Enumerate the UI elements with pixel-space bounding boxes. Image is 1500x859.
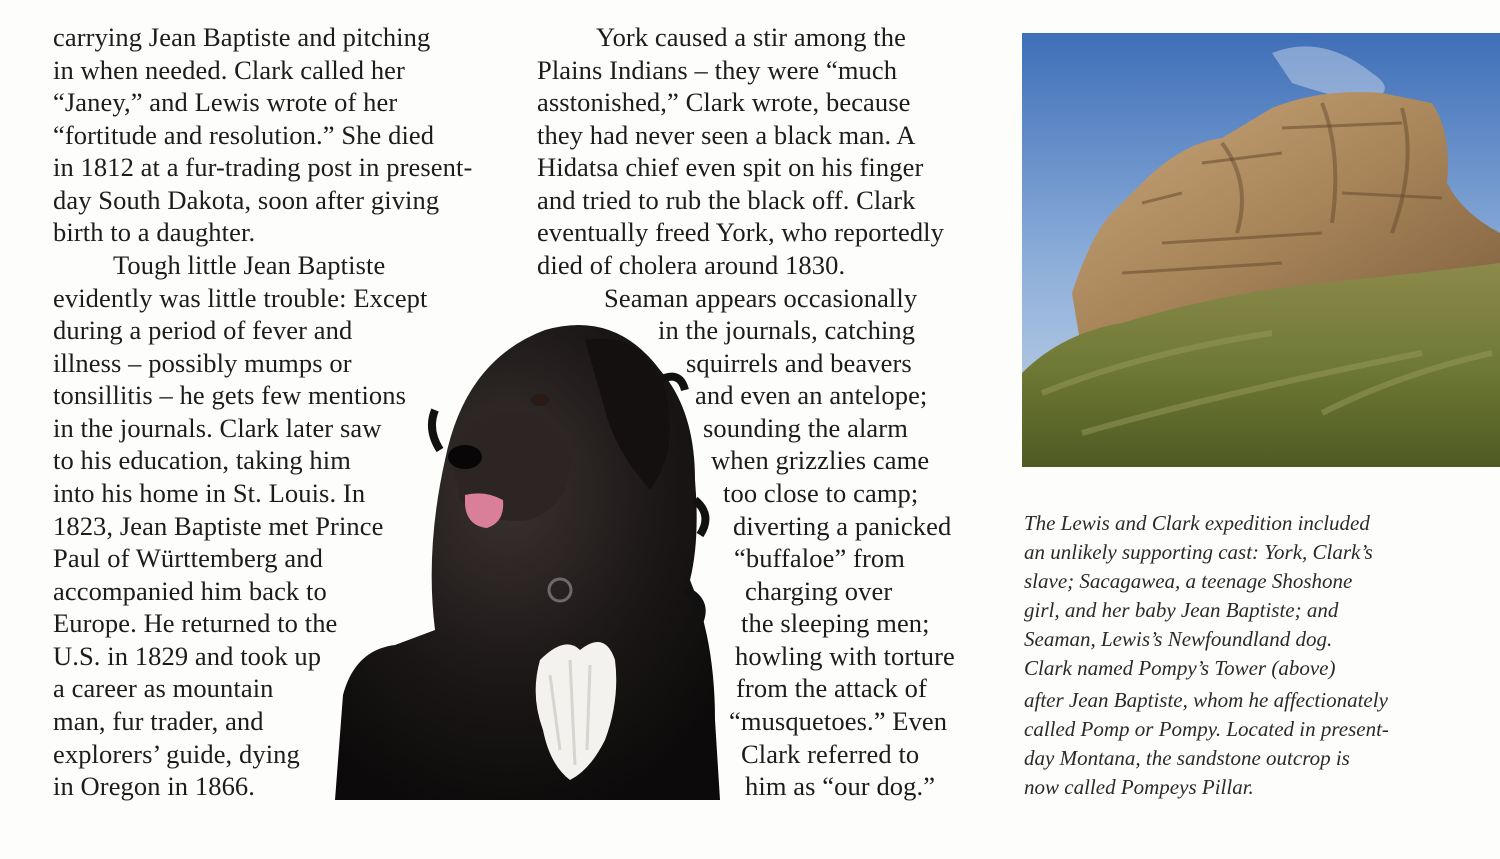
text-line: from the attack of xyxy=(736,673,927,703)
text-line: howling with torture xyxy=(735,641,955,671)
text-line: carrying Jean Baptiste and pitching xyxy=(53,22,431,52)
text-line: man, fur trader, and xyxy=(53,706,264,736)
newfoundland-dog-photo xyxy=(315,300,735,800)
text-line: illness – possibly mumps or xyxy=(53,348,352,378)
text-line: squirrels and beavers xyxy=(686,348,912,378)
text-line: 1823, Jean Baptiste met Prince xyxy=(53,511,384,541)
caption-line: Seaman, Lewis’s Newfoundland dog. xyxy=(1024,627,1333,651)
caption-line: girl, and her baby Jean Baptiste; and xyxy=(1024,598,1339,622)
text-line: the sleeping men; xyxy=(741,608,930,638)
caption-line: Clark named Pompy’s Tower (above) xyxy=(1024,656,1336,680)
text-line: day South Dakota, soon after giving xyxy=(53,185,440,215)
text-line: a career as mountain xyxy=(53,673,274,703)
text-line: tonsillitis – he gets few mentions xyxy=(53,380,407,410)
text-line: Paul of Württemberg and xyxy=(53,543,323,573)
text-line: too close to camp; xyxy=(723,478,919,508)
caption-line: now called Pompeys Pillar. xyxy=(1024,775,1254,799)
text-line: Clark referred to xyxy=(741,739,920,769)
text-line: diverting a panicked xyxy=(733,511,952,541)
text-line: eventually freed York, who reportedly xyxy=(537,217,944,247)
text-line: charging over xyxy=(745,576,893,606)
text-line: Hidatsa chief even spit on his finger xyxy=(537,152,924,182)
text-line: U.S. in 1829 and took up xyxy=(53,641,322,671)
caption-line: an unlikely supporting cast: York, Clark’s xyxy=(1024,540,1373,564)
text-line: “musquetoes.” Even xyxy=(729,706,948,736)
text-line: died of cholera around 1830. xyxy=(537,250,846,280)
caption-line: day Montana, the sandstone outcrop is xyxy=(1024,746,1350,770)
text-line: “buffaloe” from xyxy=(734,543,905,573)
text-line: accompanied him back to xyxy=(53,576,327,606)
text-line: in when needed. Clark called her xyxy=(53,55,405,85)
text-line: “Janey,” and Lewis wrote of her xyxy=(53,87,398,117)
text-line: and even an antelope; xyxy=(695,380,928,410)
text-line: Tough little Jean Baptiste xyxy=(113,250,386,280)
text-line: York caused a stir among the xyxy=(596,22,906,52)
text-line: evidently was little trouble: Except xyxy=(53,283,428,313)
text-line: they had never seen a black man. A xyxy=(537,120,916,150)
text-line: in the journals. Clark later saw xyxy=(53,413,382,443)
caption-line: called Pomp or Pompy. Located in present- xyxy=(1024,717,1389,741)
text-line: asstonished,” Clark wrote, because xyxy=(537,87,911,117)
text-line: Plains Indians – they were “much xyxy=(537,55,898,85)
text-line: sounding the alarm xyxy=(703,413,908,443)
text-line: explorers’ guide, dying xyxy=(53,739,300,769)
text-line: during a period of fever and xyxy=(53,315,353,345)
text-line: in Oregon in 1866. xyxy=(53,771,255,801)
caption-line: after Jean Baptiste, whom he affectionately xyxy=(1024,688,1388,712)
caption-line: slave; Sacagawea, a teenage Shoshone xyxy=(1024,569,1353,593)
text-line: when grizzlies came xyxy=(711,445,930,475)
caption-line: The Lewis and Clark expedition included xyxy=(1024,511,1370,535)
text-line: and tried to rub the black off. Clark xyxy=(537,185,916,215)
text-line: Europe. He returned to the xyxy=(53,608,338,638)
pompeys-pillar-photo xyxy=(1022,33,1500,467)
text-line: into his home in St. Louis. In xyxy=(53,478,366,508)
text-line: “fortitude and resolution.” She died xyxy=(53,120,435,150)
text-line: in the journals, catching xyxy=(658,315,916,345)
text-line: to his education, taking him xyxy=(53,445,351,475)
text-line: birth to a daughter. xyxy=(53,217,256,247)
text-line: Seaman appears occasionally xyxy=(604,283,918,313)
text-line: in 1812 at a fur-trading post in present- xyxy=(53,152,473,182)
text-line: him as “our dog.” xyxy=(745,771,936,801)
